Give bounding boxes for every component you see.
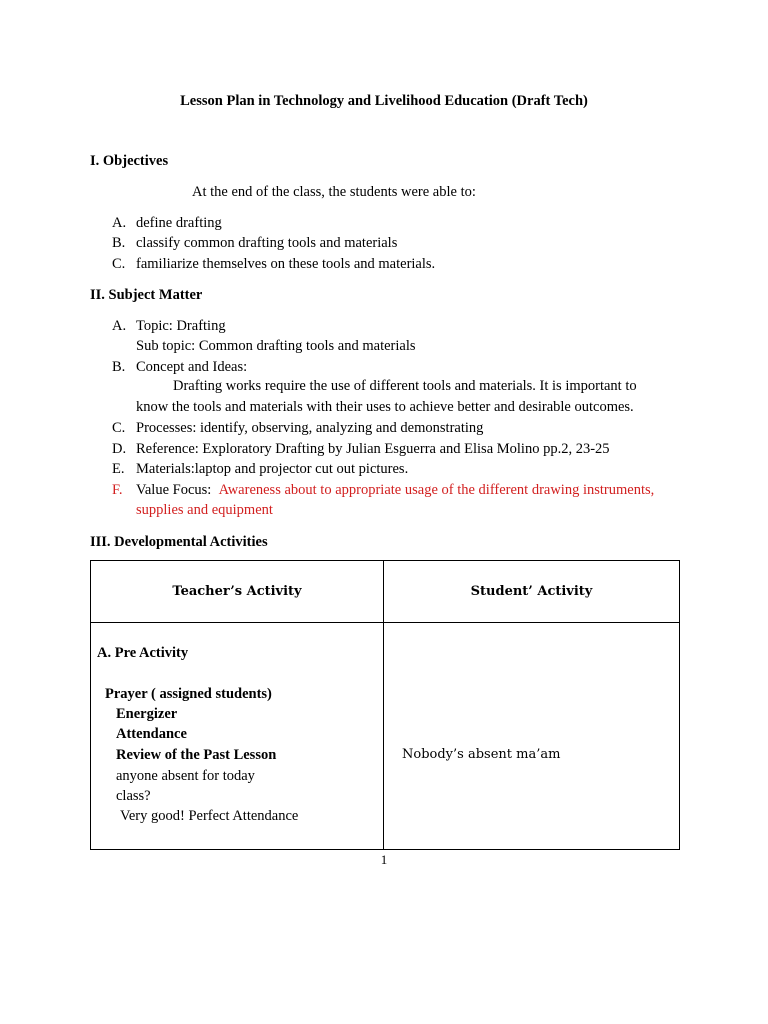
concept-paragraph-line2: know the tools and materials with their uses to achieve better and desirable outcomes. — [136, 399, 634, 415]
objectives-intro: At the end of the class, the students were able to: — [192, 184, 476, 200]
subject-heading: II. Subject Matter — [90, 287, 203, 303]
list-text: Processes: identify, observing, analyzing and demonstrating — [136, 420, 484, 436]
pre-activity-heading: A. Pre Activity — [97, 645, 189, 661]
subject-item-c — [112, 420, 483, 437]
objectives-heading: I. Objectives — [90, 153, 169, 169]
subject-item-b — [112, 359, 247, 376]
list-text: classify common drafting tools and materials — [136, 235, 398, 251]
student-activity-cell — [384, 623, 680, 850]
attendance-question-line2: class? — [116, 788, 151, 804]
list-text: define drafting — [136, 215, 222, 231]
subject-item-e — [112, 461, 408, 478]
list-text: Topic: Drafting — [136, 318, 226, 334]
prayer-label: Prayer ( assigned students) — [105, 686, 272, 702]
list-label: C. — [112, 420, 126, 436]
objective-item-b — [112, 235, 397, 252]
attendance-question-line1: anyone absent for today — [116, 768, 255, 784]
praise-text: Very good! Perfect Attendance — [120, 808, 299, 824]
teacher-activity-header: Teacher’s Activity — [91, 561, 384, 623]
student-answer: Nobody’s absent ma’am — [402, 747, 561, 762]
list-label: B. — [112, 235, 126, 251]
student-activity-header: Student’ Activity — [384, 561, 680, 623]
teacher-activity-cell — [91, 623, 384, 850]
list-label: D. — [112, 441, 127, 457]
energizer-label: Energizer — [116, 706, 178, 722]
concept-paragraph-line1: Drafting works require the use of different tools and materials. It is important to — [173, 378, 637, 394]
list-label: E. — [112, 461, 125, 477]
list-text: Reference: Exploratory Drafting by Julian Esguerra and Elisa Molino pp.2, 23-25 — [136, 441, 610, 457]
list-label: A. — [112, 318, 127, 334]
review-label: Review of the Past Lesson — [116, 747, 277, 763]
list-text: Concept and Ideas: — [136, 359, 248, 375]
subject-item-f — [112, 482, 654, 499]
value-focus-text-cont: supplies and equipment — [136, 502, 273, 518]
list-label: B. — [112, 359, 126, 375]
table-header-row — [91, 561, 680, 623]
objective-item-c — [112, 256, 435, 273]
list-label: A. — [112, 215, 127, 231]
attendance-label: Attendance — [116, 726, 187, 742]
list-text: Materials:laptop and projector cut out pictures. — [136, 461, 409, 477]
list-label: C. — [112, 256, 126, 272]
developmental-heading: III. Developmental Activities — [90, 534, 268, 550]
list-label: F. — [112, 482, 123, 498]
subject-item-a — [112, 318, 226, 335]
table-row — [91, 623, 680, 850]
subject-item-d — [112, 441, 610, 458]
page-title: Lesson Plan in Technology and Livelihood Education (Draft Tech) — [180, 93, 588, 109]
activity-table — [90, 560, 680, 850]
value-focus-label: Value Focus: — [136, 482, 212, 498]
value-focus-text: Awareness about to appropriate usage of the different drawing instruments, — [218, 482, 655, 498]
list-text: familiarize themselves on these tools and materials. — [136, 256, 436, 272]
page-number: 1 — [380, 852, 388, 867]
objective-item-a — [112, 215, 222, 232]
subject-subtopic: Sub topic: Common drafting tools and materials — [136, 338, 416, 354]
